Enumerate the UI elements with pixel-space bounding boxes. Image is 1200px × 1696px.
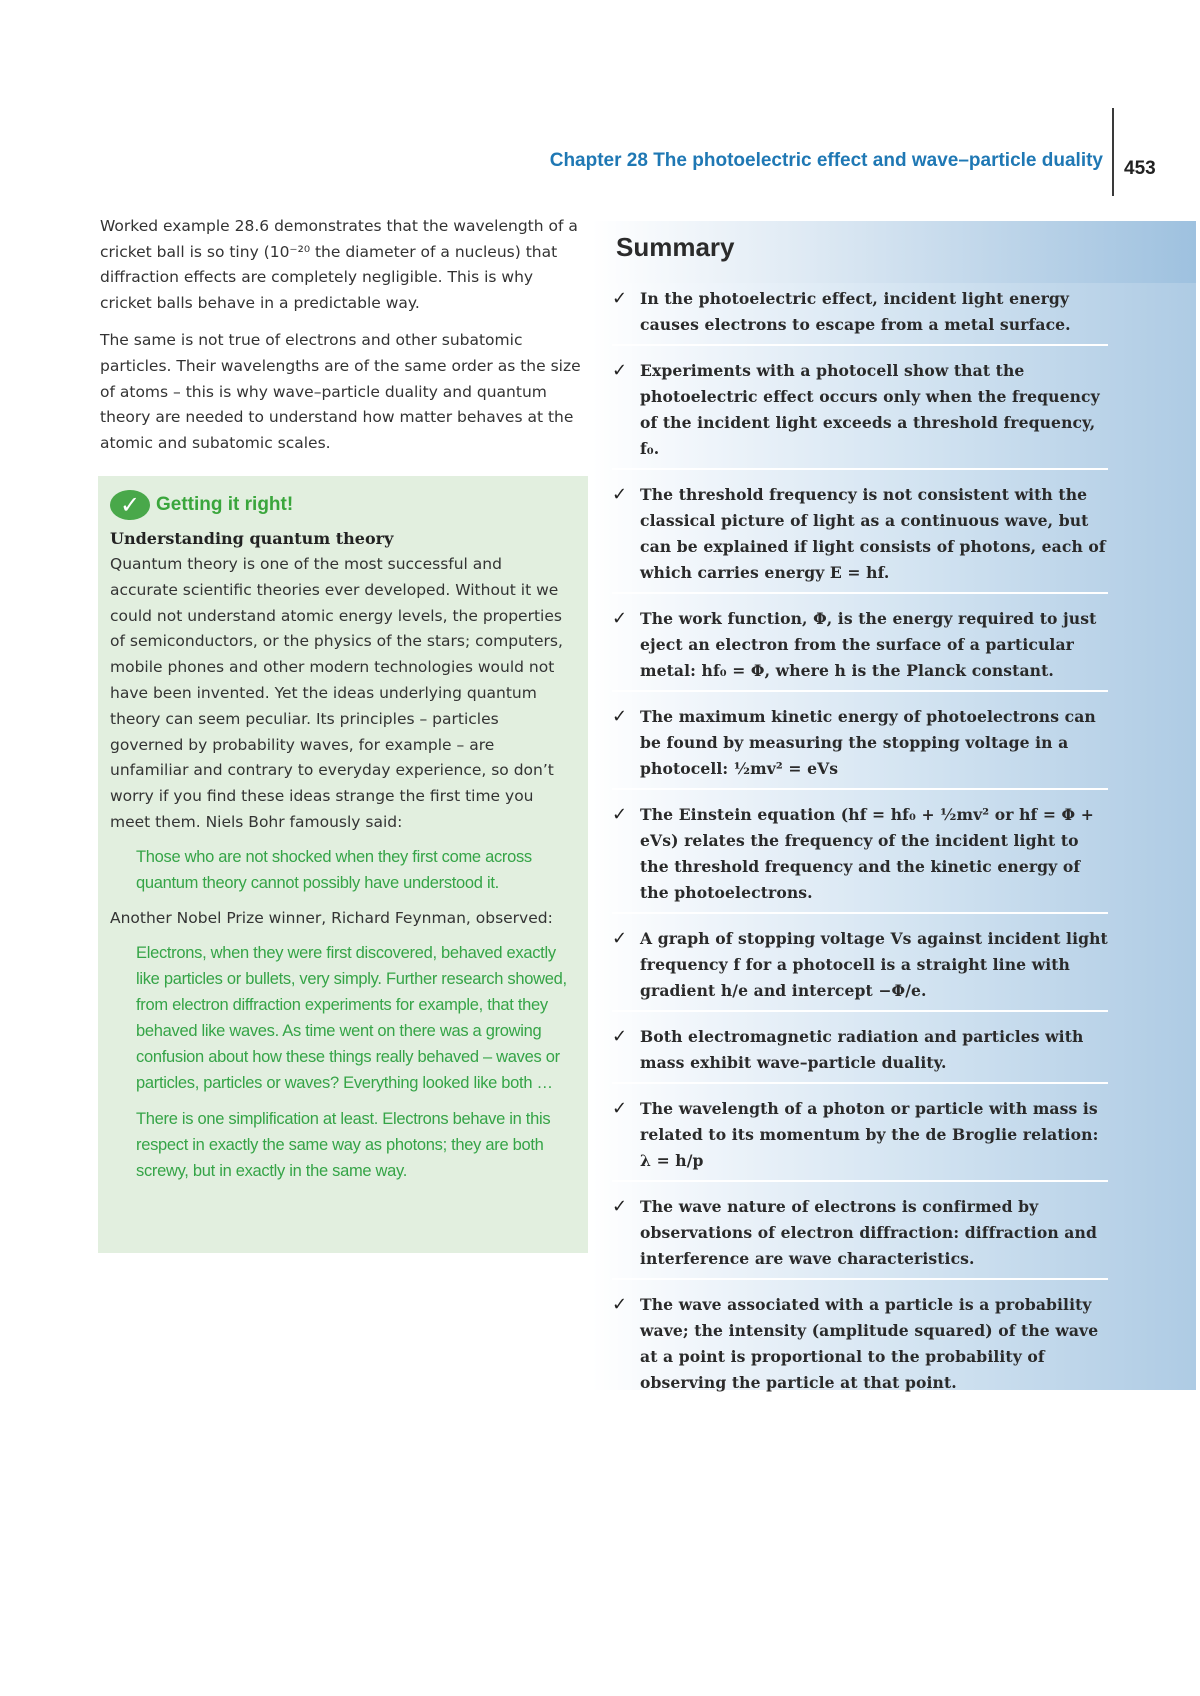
summary-item: [612, 1190, 1108, 1280]
body-paragraph: The same is not true of electrons and other subatomic particles. Their wavelengths are of the same order as the size of atoms – this is why wave–particle duality and quantum theory are needed to understand how matter behaves at the atomic and subatomic scales.: [100, 331, 581, 452]
summary-item-text: The wave nature of electrons is confirmed by observations of electron diffraction: diffraction and interference are wave characteristics.: [640, 1197, 1097, 1268]
getting-it-right-label: Getting it right!: [156, 494, 294, 515]
summary-item: [612, 1288, 1108, 1402]
summary-item: [612, 602, 1108, 692]
feynman-intro: Another Nobel Prize winner, Richard Feynman, observed:: [110, 908, 553, 927]
check-icon: ✓: [612, 484, 628, 505]
feynman-quote-1: Electrons, when they were first discovered, behaved exactly like particles or bullets, very simply. Further research showed, from electron diffraction experiments for example, that they behaved like waves. As time went on there was a growing confusion about how these things really behaved – waves or particles, particles or waves? Everything looked like both …: [136, 943, 567, 1092]
summary-item: [612, 354, 1108, 470]
check-icon: ✓: [612, 804, 628, 825]
summary-item: [612, 1020, 1108, 1084]
check-icon: ✓: [612, 608, 628, 629]
summary-item: [612, 1092, 1108, 1182]
check-icon: ✓: [612, 360, 628, 381]
header-divider: [1112, 108, 1114, 196]
check-icon: ✓: [612, 928, 628, 949]
checkmark-badge-icon: ✓: [110, 490, 150, 520]
getting-it-right-header: [110, 488, 574, 522]
summary-item-text: The maximum kinetic energy of photoelectrons can be found by measuring the stopping voltage in a photocell: ½mv² = eVs: [640, 707, 1096, 778]
summary-item-text: Experiments with a photocell show that the photoelectric effect occurs only when the frequency of the incident light exceeds a threshold frequency, f₀.: [640, 361, 1100, 458]
summary-item: [612, 282, 1108, 346]
summary-item-text: The Einstein equation (hf = hf₀ + ½mv² or hf = Φ + eVs) relates the frequency of the incident light to the threshold frequency and the kinetic energy of the photoelectrons.: [640, 805, 1094, 902]
check-icon: ✓: [612, 1098, 628, 1119]
check-icon: ✓: [612, 1026, 628, 1047]
getting-it-right-box: [98, 476, 588, 1253]
check-icon: ✓: [612, 1196, 628, 1217]
summary-item: [612, 922, 1108, 1012]
summary-item-text: The wave associated with a particle is a probability wave; the intensity (amplitude squared) of the wave at a point is proportional to the probability of observing the particle at that point.: [640, 1295, 1099, 1392]
summary-item: [612, 478, 1108, 594]
summary-item: [612, 798, 1108, 914]
chapter-header: Chapter 28 The photoelectric effect and wave–particle duality: [549, 150, 1103, 171]
summary-title: Summary: [616, 232, 735, 262]
summary-list: [612, 282, 1108, 1410]
summary-item-text: In the photoelectric effect, incident light energy causes electrons to escape from a metal surface.: [640, 289, 1071, 334]
body-paragraph: Worked example 28.6 demonstrates that the wavelength of a cricket ball is so tiny (10⁻²⁰ the diameter of a nucleus) that diffraction effects are completely negligible. This is why cricket balls behave in a predictable way.: [100, 217, 578, 312]
page-number: 453: [1124, 158, 1156, 179]
summary-item-text: The wavelength of a photon or particle with mass is related to its momentum by the de Broglie relation: λ = h/p: [640, 1099, 1099, 1170]
check-icon: ✓: [612, 288, 628, 309]
bohr-quote: Those who are not shocked when they first come across quantum theory cannot possibly have understood it.: [136, 847, 532, 892]
box-subtitle: Understanding quantum theory: [110, 529, 394, 548]
summary-item: [612, 700, 1108, 790]
summary-item-text: The threshold frequency is not consistent with the classical picture of light as a continuous wave, but can be explained if light consists of photons, each of which carries energy E = hf.: [640, 485, 1106, 582]
check-icon: ✓: [612, 1294, 628, 1315]
summary-item-text: The work function, Φ, is the energy required to just eject an electron from the surface of a particular metal: hf₀ = Φ, where h is the Planck constant.: [640, 609, 1097, 680]
box-intro: Quantum theory is one of the most successful and accurate scientific theories ever developed. Without it we could not understand atomic energy levels, the properties of semiconductors, or the physics of the stars; computers, mobile phones and other modern technologies would not have been invented. Yet the ideas underlying quantum theory can seem peculiar. Its principles – particles governed by probability waves, for example – are unfamiliar and contrary to everyday experience, so don’t worry if you find these ideas strange the first time you meet them. Niels Bohr famously said:: [110, 555, 563, 831]
check-icon: ✓: [612, 706, 628, 727]
summary-item-text: A graph of stopping voltage Vs against incident light frequency f for a photocell is a straight line with gradient h/e and intercept −Φ/e.: [640, 929, 1108, 1000]
body-text: [100, 214, 588, 468]
feynman-quote-2: There is one simplification at least. Electrons behave in this respect in exactly the same way as photons; they are both screwy, but in exactly in the same way.: [136, 1109, 551, 1180]
summary-item-text: Both electromagnetic radiation and particles with mass exhibit wave–particle duality.: [640, 1027, 1084, 1072]
